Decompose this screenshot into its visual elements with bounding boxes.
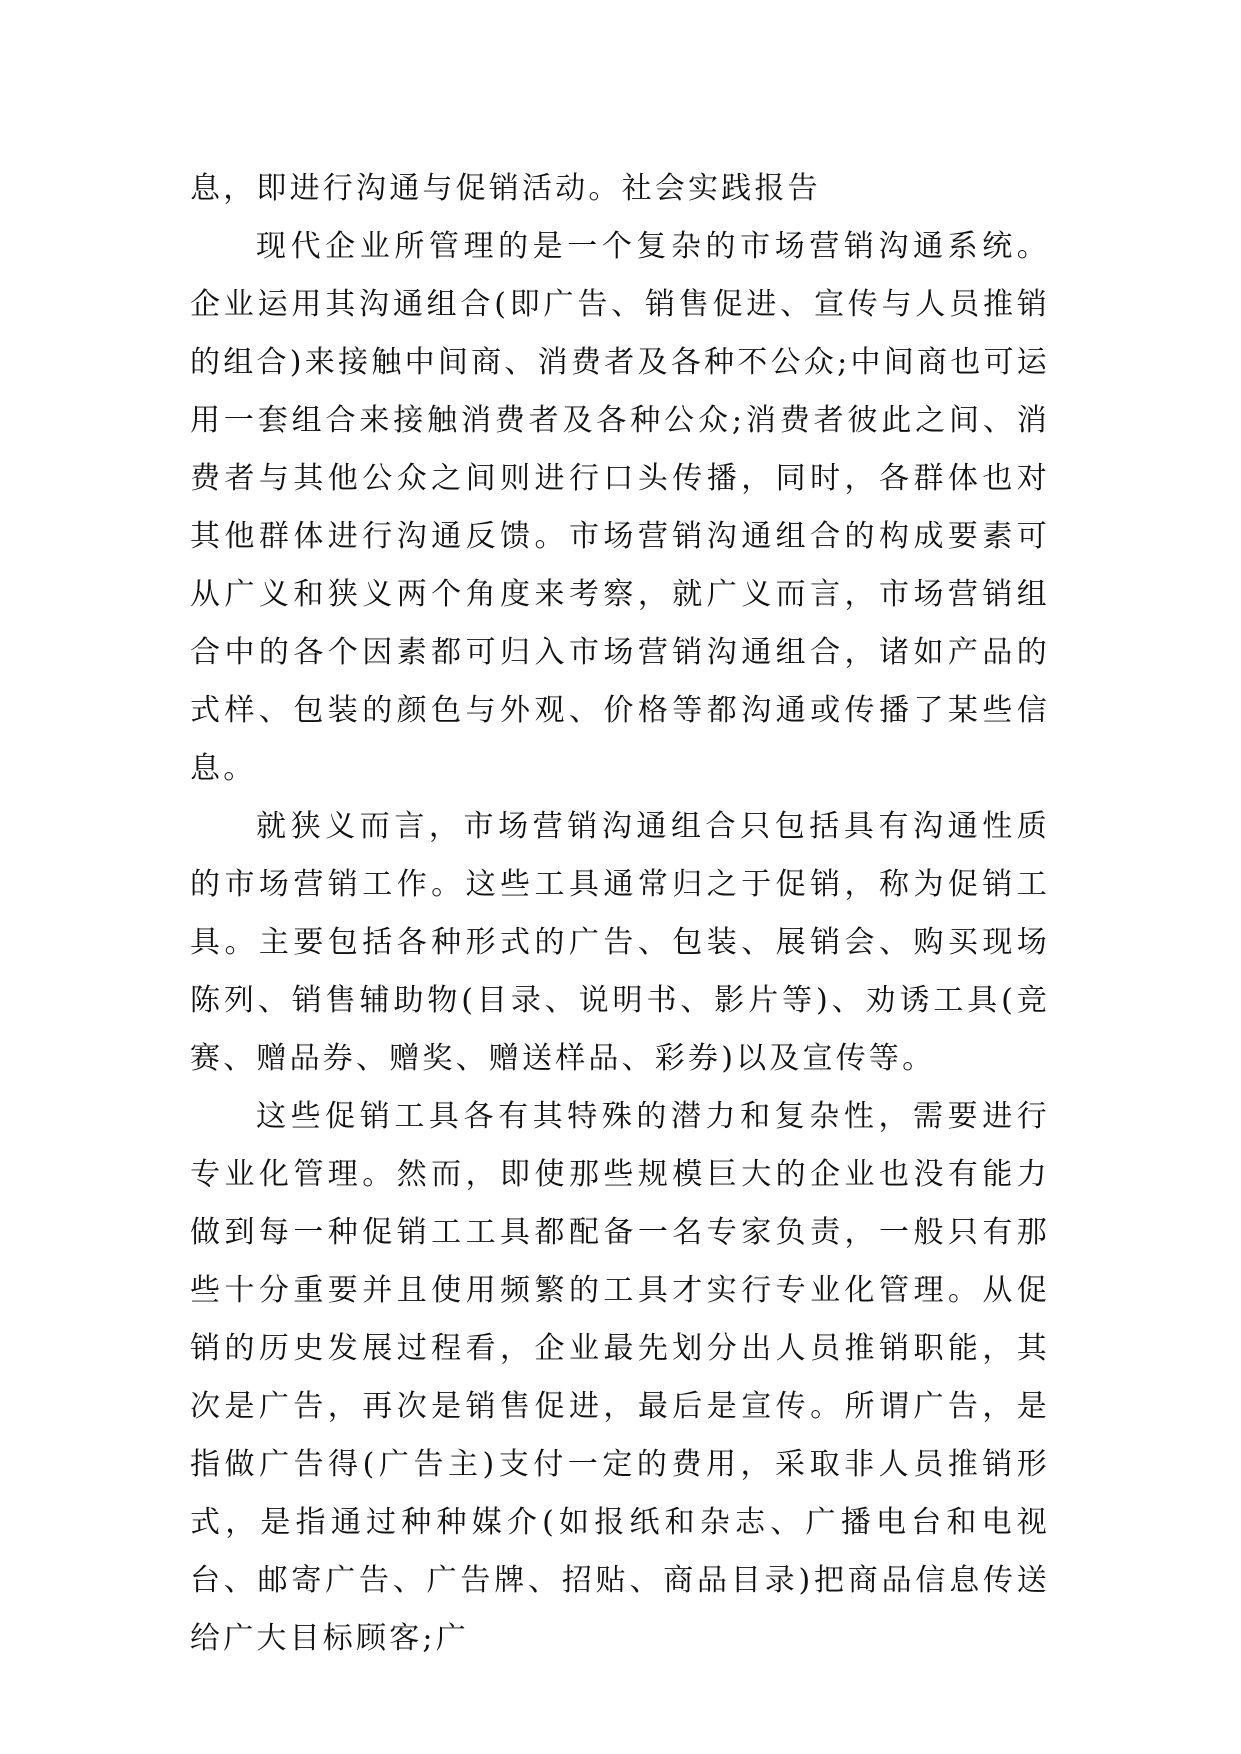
- paragraph-promotion-tools: 这些促销工具各有其特殊的潜力和复杂性，需要进行专业化管理。然而，即使那些规模巨大的企业也没有能力做到每一种促销工工具都配备一名专家负责，一般只有那些十分重要并且使用频繁的工具才实行专业化管理。从促销的历史发展过程看，企业最先划分出人员推销职能，其次是广告，再次是销售促进，最后是宣传。所谓广告，是指做广告得(广告主)支付一定的费用，采取非人员推销形式，是指通过种种媒介(如报纸和杂志、广播电台和电视台、邮寄广告、广告牌、招贴、商品目录)把商品信息传送给广大目标顾客;广: [190, 1099, 1050, 1656]
- paragraph-continuation: 息，即进行沟通与促销活动。社会实践报告: [190, 171, 821, 206]
- document-body: [190, 160, 1050, 1668]
- paragraph-narrow-definition: 就狭义而言，市场营销沟通组合只包括具有沟通性质的市场营销工作。这些工具通常归之于促销，称为促销工具。主要包括各种形式的广告、包装、展销会、购买现场陈列、销售辅助物(目录、说明书、影片等)、劝诱工具(竞赛、赠品券、赠奖、赠送样品、彩券)以及宣传等。: [190, 809, 1050, 1076]
- paragraph-marketing-communication-system: 现代企业所管理的是一个复杂的市场营销沟通系统。企业运用其沟通组合(即广告、销售促进、宣传与人员推销的组合)来接触中间商、消费者及各种不公众;中间商也可运用一套组合来接触消费者及各种公众;消费者彼此之间、消费者与其他公众之间则进行口头传播，同时，各群体也对其他群体进行沟通反馈。市场营销沟通组合的构成要素可从广义和狭义两个角度来考察，就广义而言，市场营销组合中的各个因素都可归入市场营销沟通组合，诸如产品的式样、包装的颜色与外观、价格等都沟通或传播了某些信息。: [190, 229, 1050, 786]
